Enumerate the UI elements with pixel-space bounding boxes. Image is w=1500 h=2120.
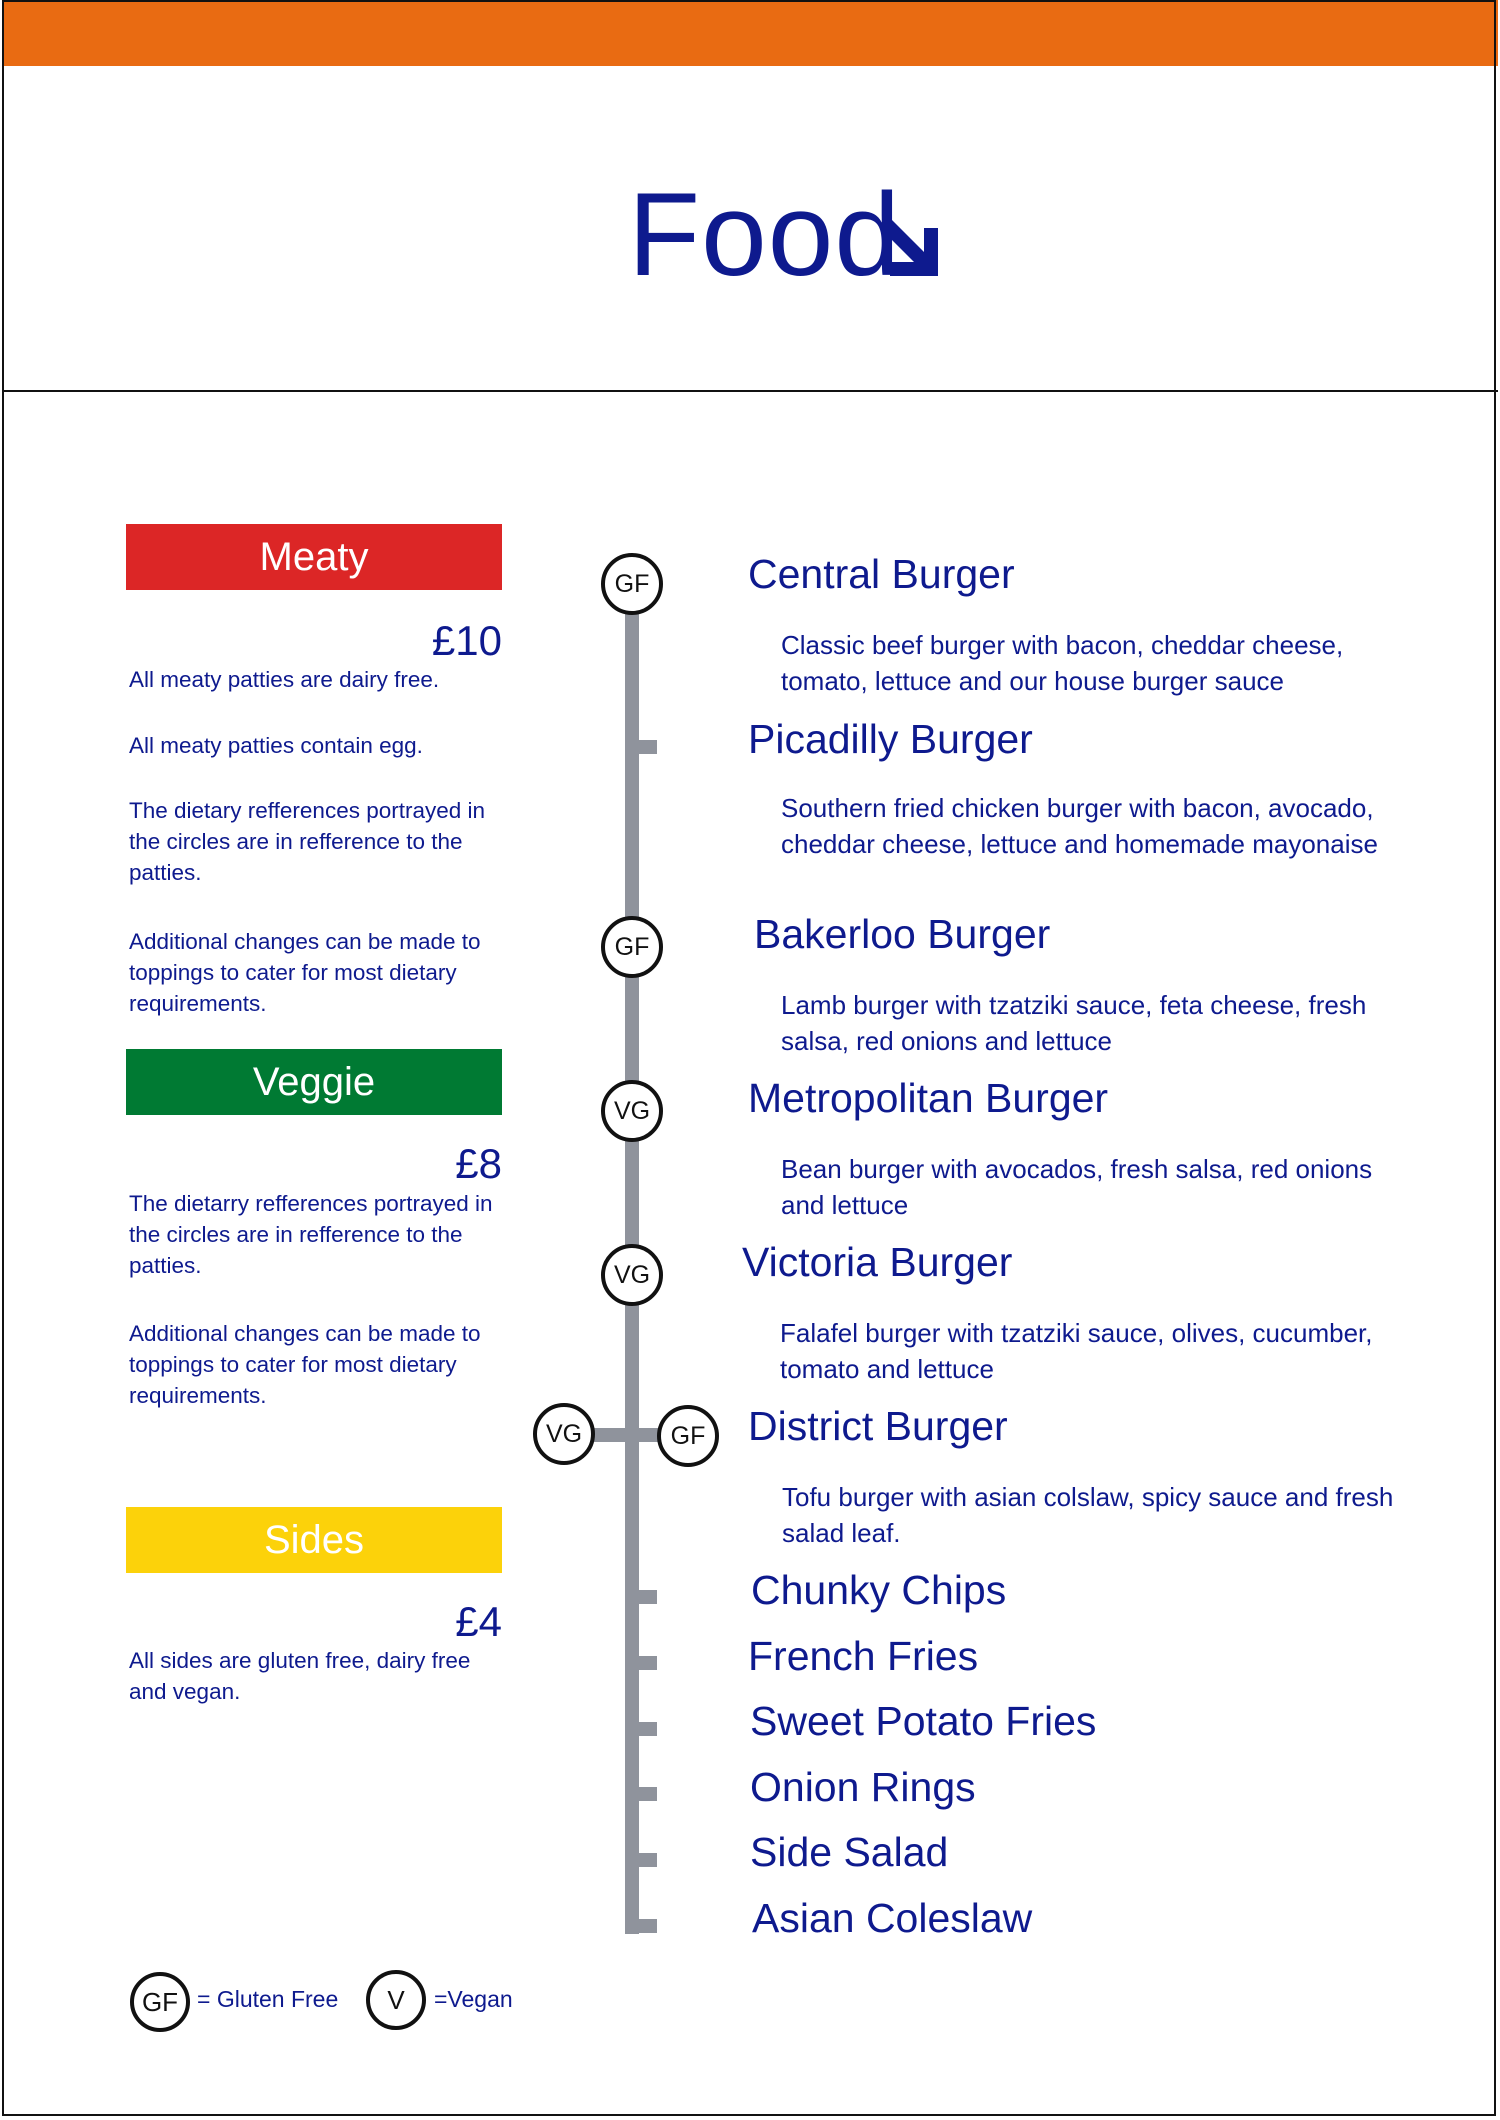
vegan-badge: VG bbox=[533, 1403, 595, 1465]
menu-item-description: Bean burger with avocados, fresh salsa, red onions and lettuce bbox=[781, 1154, 1373, 1220]
line-tick bbox=[625, 740, 657, 754]
menu-item-central-burger: Central Burger bbox=[748, 551, 1015, 597]
menu-item-metropolitan-burger: Metropolitan Burger bbox=[748, 1075, 1109, 1121]
legend-vegan-symbol: V bbox=[366, 1970, 426, 2030]
note-meaty-2: All meaty patties contain egg. bbox=[129, 733, 423, 758]
menu-item-picadilly-burger: Picadilly Burger bbox=[748, 716, 1033, 762]
note-meaty-4: Additional changes can be made to toppings to cater for most dietary requirements. bbox=[129, 929, 481, 1016]
menu-item-sweet-potato-fries: Sweet Potato Fries bbox=[750, 1698, 1097, 1744]
menu-item-victoria-burger: Victoria Burger bbox=[742, 1239, 1013, 1285]
menu-item-asian-coleslaw: Asian Coleslaw bbox=[752, 1895, 1033, 1941]
menu-item-french-fries: French Fries bbox=[748, 1633, 979, 1679]
gluten-free-badge: GF bbox=[601, 916, 663, 978]
gluten-free-badge: GF bbox=[657, 1405, 719, 1467]
note-veggie-1: The dietarry refferences portrayed in the circles are in refference to the patties. bbox=[129, 1191, 493, 1278]
vegan-badge: VG bbox=[601, 1080, 663, 1142]
menu-item-description: Tofu burger with asian colslaw, spicy sauce and fresh salad leaf. bbox=[782, 1482, 1394, 1548]
menu-item-description: Southern fried chicken burger with bacon, avocado, cheddar cheese, lettuce and homemade mayonaise bbox=[781, 793, 1378, 859]
category-banner-veggie: Veggie bbox=[126, 1049, 502, 1115]
category-banner-meaty: Meaty bbox=[126, 524, 502, 590]
legend-gluten-free-text: = Gluten Free bbox=[197, 1986, 339, 2012]
line-tick bbox=[625, 1787, 657, 1801]
menu-item-onion-rings: Onion Rings bbox=[750, 1764, 976, 1810]
menu-item-side-salad: Side Salad bbox=[750, 1829, 949, 1875]
header-divider bbox=[2, 390, 1498, 392]
line-tick bbox=[625, 1853, 657, 1867]
gluten-free-badge: GF bbox=[601, 553, 663, 615]
vegan-badge: VG bbox=[601, 1244, 663, 1306]
legend-gluten-free-symbol: GF bbox=[130, 1972, 190, 2032]
legend-vegan-text: =Vegan bbox=[434, 1986, 513, 2012]
menu-item-chunky-chips: Chunky Chips bbox=[751, 1567, 1007, 1613]
category-banner-sides: Sides bbox=[126, 1507, 502, 1573]
note-sides-1: All sides are gluten free, dairy free and vegan. bbox=[129, 1648, 471, 1704]
line-tick bbox=[625, 1722, 657, 1736]
note-meaty-1: All meaty patties are dairy free. bbox=[129, 667, 440, 692]
menu-item-description: Lamb burger with tzatziki sauce, feta cheese, fresh salsa, red onions and lettuce bbox=[781, 990, 1367, 1056]
price-sides: £4 bbox=[455, 1598, 502, 1645]
note-veggie-2: Additional changes can be made to toppings to cater for most dietary requirements. bbox=[129, 1321, 481, 1408]
menu-item-district-burger: District Burger bbox=[748, 1403, 1008, 1449]
line-tick bbox=[625, 1919, 657, 1933]
line-tick bbox=[625, 1590, 657, 1604]
line-tick bbox=[625, 1656, 657, 1670]
arrow-down-right-icon bbox=[882, 220, 940, 278]
price-meaty: £10 bbox=[431, 617, 502, 664]
price-veggie: £8 bbox=[455, 1140, 502, 1187]
page-title: Food bbox=[628, 169, 901, 301]
menu-item-bakerloo-burger: Bakerloo Burger bbox=[754, 911, 1051, 957]
menu-item-description: Classic beef burger with bacon, cheddar cheese, tomato, lettuce and our house burger sauce bbox=[781, 630, 1344, 696]
note-meaty-3: The dietary refferences portrayed in the circles are in refference to the patties. bbox=[129, 798, 486, 885]
menu-item-description: Falafel burger with tzatziki sauce, olives, cucumber, tomato and lettuce bbox=[780, 1318, 1373, 1384]
